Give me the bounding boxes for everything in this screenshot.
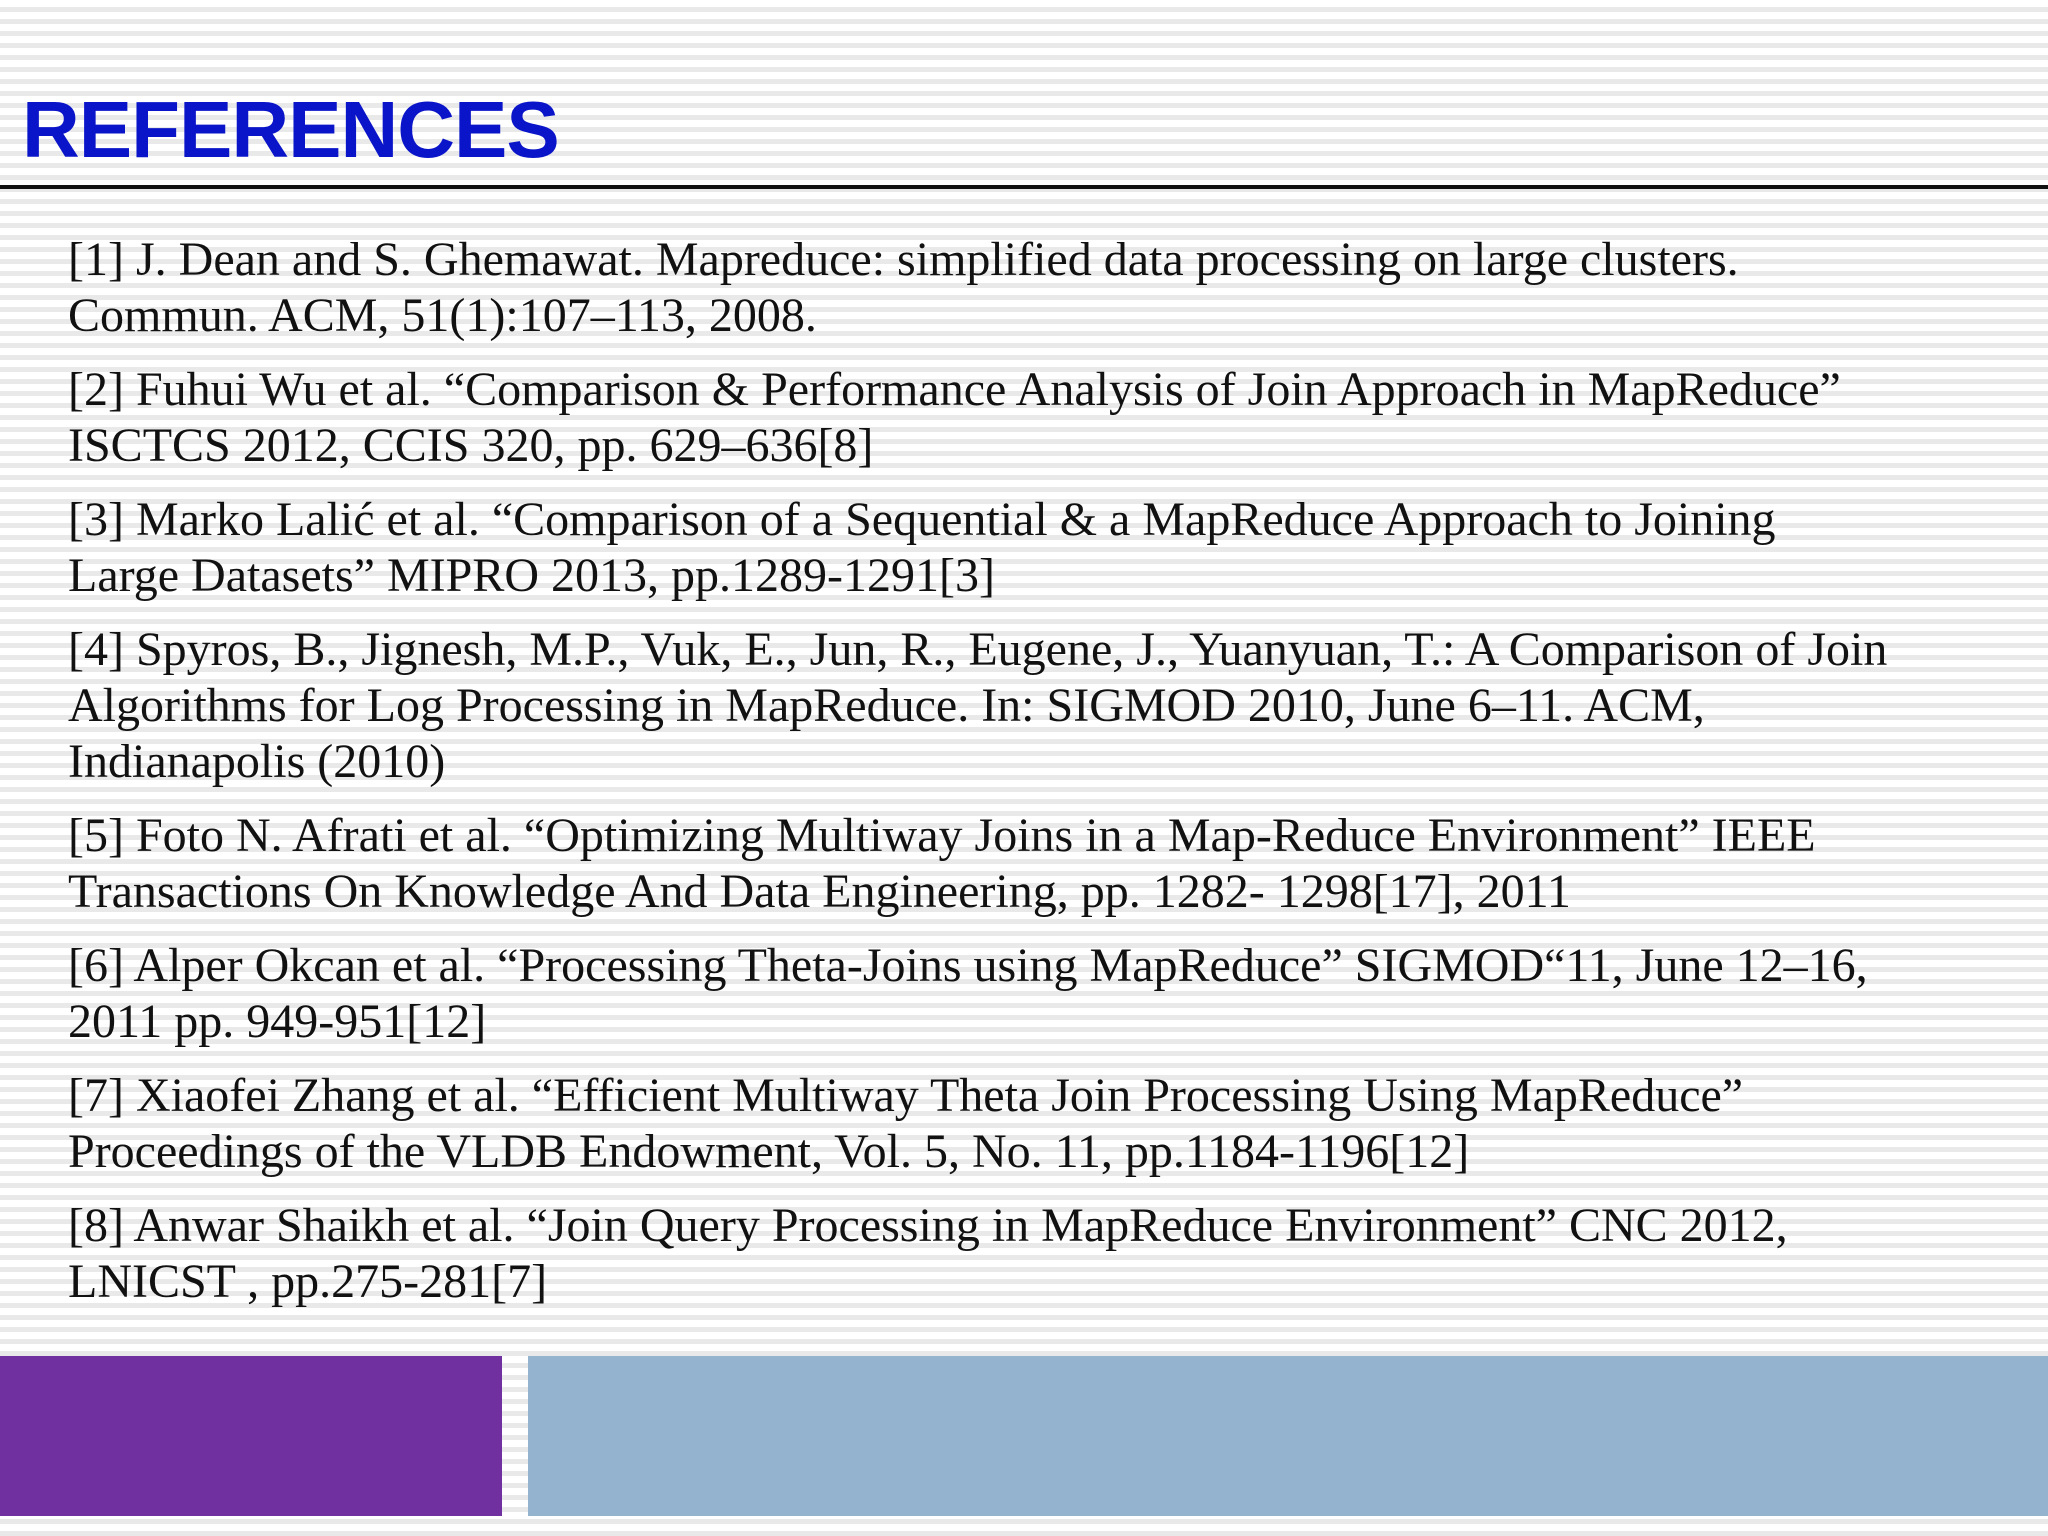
reference-item-3: [3] Marko Lalić et al. “Comparison of a Sequential & a MapReduce Approach to Joining Large Datasets” MIPRO 2013, pp.1289-1291[3] (68, 493, 1776, 602)
reference-list (68, 232, 2028, 1328)
slide-title: REFERENCES (22, 85, 559, 174)
footer-block-blue (528, 1356, 2048, 1516)
footer-block-purple (0, 1356, 502, 1516)
title-divider (0, 185, 2048, 189)
reference-item-2: [2] Fuhui Wu et al. “Comparison & Performance Analysis of Join Approach in MapReduce” ISCTCS 2012, CCIS 320, pp. 629–636[8] (68, 363, 1841, 472)
reference-item-8: [8] Anwar Shaikh et al. “Join Query Processing in MapReduce Environment” CNC 2012, LNICST , pp.275-281[7] (68, 1199, 1788, 1308)
reference-item-4: [4] Spyros, B., Jignesh, M.P., Vuk, E., Jun, R., Eugene, J., Yuanyuan, T.: A Comparison of Join Algorithms for Log Processing in MapReduce. In: SIGMOD 2010, June 6–11. ACM, Indianapolis (2010) (68, 623, 1888, 788)
reference-item-5: [5] Foto N. Afrati et al. “Optimizing Multiway Joins in a Map-Reduce Environment” IEEE Transactions On Knowledge And Data Engineering, pp. 1282- 1298[17], 2011 (68, 809, 1816, 918)
reference-item-7: [7] Xiaofei Zhang et al. “Efficient Multiway Theta Join Processing Using MapReduce” Proceedings of the VLDB Endowment, Vol. 5, No. 11, pp.1184-1196[12] (68, 1069, 1744, 1178)
reference-item-6: [6] Alper Okcan et al. “Processing Theta-Joins using MapReduce” SIGMOD“11, June 12–16, 2011 pp. 949-951[12] (68, 939, 1868, 1048)
reference-item-1: [1] J. Dean and S. Ghemawat. Mapreduce: simplified data processing on large clusters. Commun. ACM, 51(1):107–113, 2008. (68, 233, 1739, 342)
